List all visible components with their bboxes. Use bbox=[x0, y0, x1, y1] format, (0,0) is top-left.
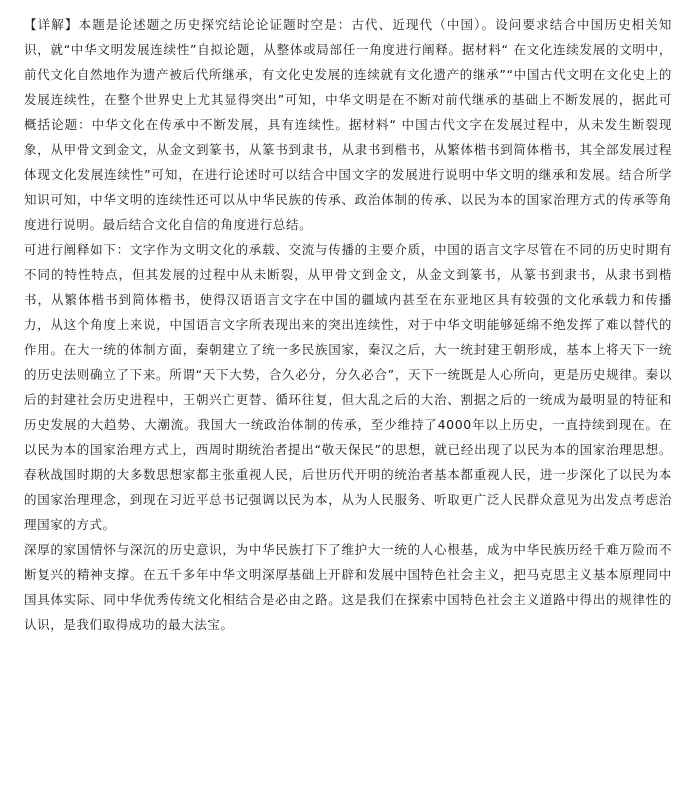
explanation-text bbox=[24, 12, 672, 637]
paragraph-analysis: 【详解】本题是论述题之历史探究结论论证题时空是：古代、近现代（中国）。设问要求结合中国历史相关知识，就“中华文明发展连续性”自拟论题，从整体或局部任一角度进行阐释。据材料“ 在文化连续发展的文明中，前代文化自然地作为遗产被后代所继承，有文化史发展的连续就有文化遗产的继承”“中国古代文明在文化史上的发展连续性，在整个世界史上尤其显得突出”可知，中华文明是在不断对前代继承的基础上不断发展的，据此可概括论题：中华文化在传承中不断发展，具有连续性。据材料“ 中国古代文字在发展过程中，从未发生断裂现象，从甲骨文到金文，从金文到篆书，从篆书到隶书，从隶书到楷书，从繁体楷书到简体楷书，其全部发展过程体现文化发展连续性”可知，在进行论述时可以结合中国文字的发展进行说明中华文明的继承和发展。结合所学知识可知，中华文明的连续性还可以从中华民族的传承、政治体制的传承、以民为本的国家治理方式的传承等角度进行说明。最后结合文化自信的角度进行总结。 bbox=[24, 17, 672, 232]
paragraph-conclusion: 深厚的家国情怀与深沉的历史意识，为中华民族打下了维护大一统的人心根基，成为中华民族历经千难万险而不断复兴的精神支撑。在五千多年中华文明深厚基础上开辟和发展中国特色社会主义，把马克思主义基本原理同中国具体实际、同中华优秀传统文化相结合是必由之路。这是我们在探索中国特色社会主义道路中得出的规律性的认识，是我们取得成功的最大法宝。 bbox=[24, 542, 672, 632]
paragraph-elaboration: 可进行阐释如下：文字作为文明文化的承载、交流与传播的主要介质，中国的语言文字尽管在不同的历史时期有不同的特性特点，但其发展的过程中从未断裂，从甲骨文到金文，从金文到篆书，从篆书到隶书，从隶书到楷书，从繁体楷书到简体楷书，使得汉语语言文字在中国的疆域内甚至在东亚地区具有较强的文化承载力和传播力，从这个角度上来说，中国语言文字所表现出来的突出连续性，对于中华文明能够延绵不绝发挥了难以替代的作用。在大一统的体制方面，秦朝建立了统一多民族国家，秦汉之后，大一统封建王朝形成，基本上将天下一统的历史法则确立了下来。所谓“天下大势，合久必分，分久必合”，天下一统既是人心所向，更是历史规律。秦以后的封建社会历史进程中，王朝兴亡更替、循环往复，但大乱之后的大治、割据之后的一统成为最明显的特征和历史发展的大趋势、大潮流。我国大一统政治体制的传承，至少维持了4000年以上历史，一直持续到现在。在以民为本的国家治理方式上，西周时期统治者提出“敬天保民”的思想，就已经出现了以民为本的国家治理思想。春秋战国时期的大多数思想家都主张重视人民，后世历代开明的统治者基本都重视人民，进一步深化了以民为本的国家治理理念，到现在习近平总书记强调以民为本，从为人民服务、听取更广泛人民群众意见为出发点考虑治理国家的方式。 bbox=[24, 242, 672, 532]
